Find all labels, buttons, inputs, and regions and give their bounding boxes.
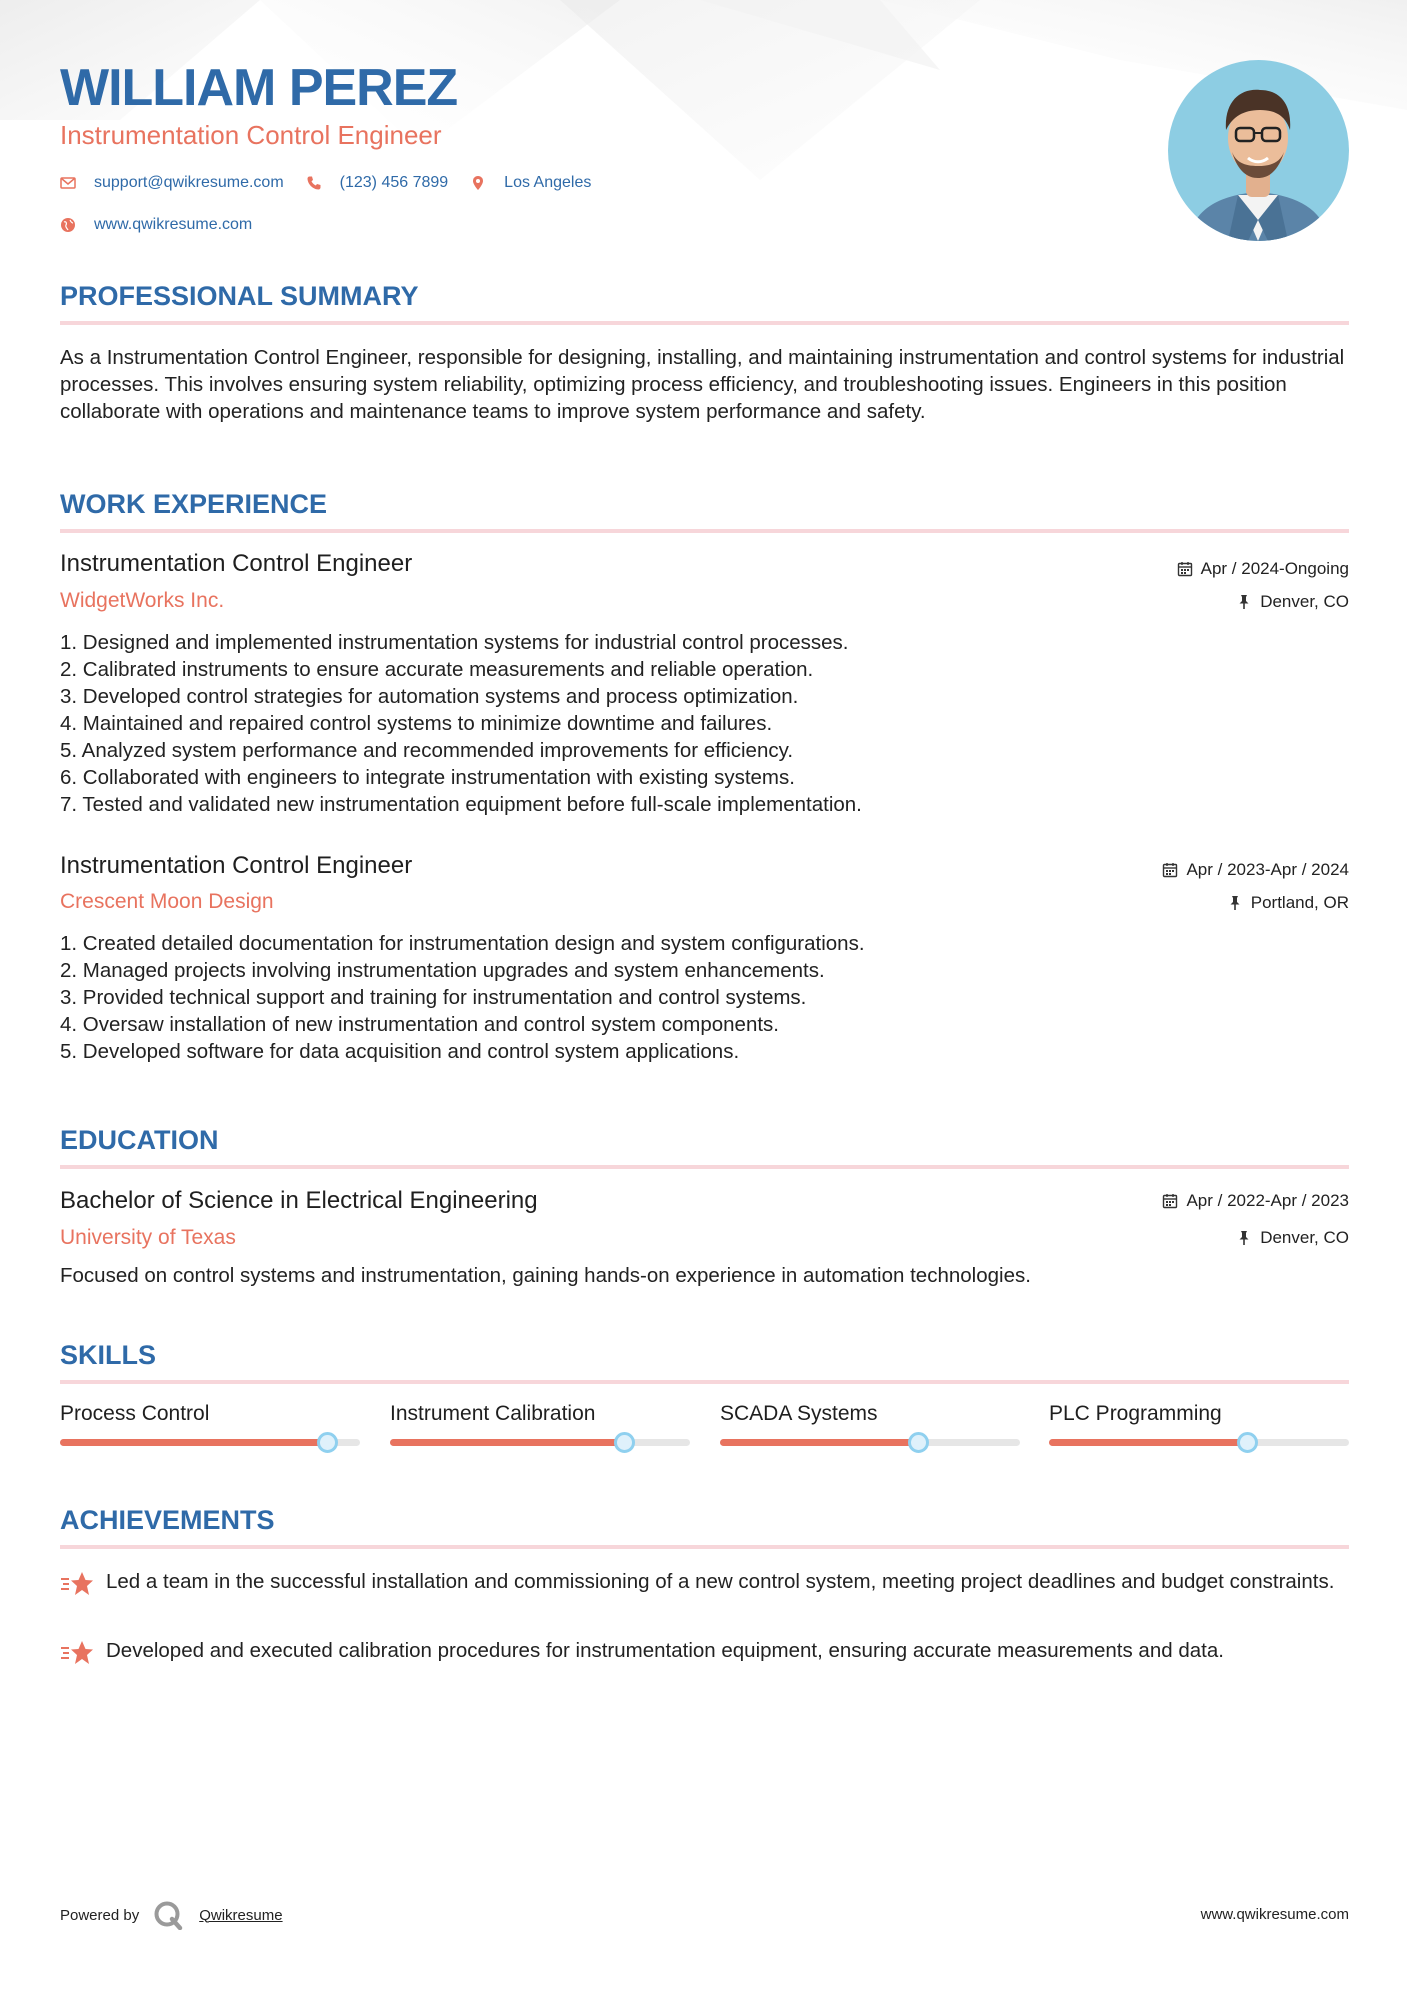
list-item: 5. Developed software for data acquisition and control system applications. <box>60 1040 740 1063</box>
skill-name: Instrument Calibration <box>390 1402 596 1425</box>
star-award-icon <box>60 1639 94 1667</box>
website-row <box>60 216 274 234</box>
location-text: Los Angeles <box>504 174 592 191</box>
list-item: 3. Developed control strategies for automation systems and process optimization. <box>60 685 799 708</box>
skills-divider <box>60 1380 1349 1384</box>
phone-text: (123) 456 7899 <box>339 174 449 191</box>
skill-bar <box>1049 1439 1349 1446</box>
skills-heading: SKILLS <box>60 1340 157 1370</box>
job-dates <box>1177 559 1349 579</box>
website-text: www.qwikresume.com <box>94 216 253 233</box>
summary-heading: PROFESSIONAL SUMMARY <box>60 281 419 311</box>
achievements-divider <box>60 1545 1349 1549</box>
pushpin-icon <box>1227 895 1243 911</box>
candidate-name: WILLIAM PEREZ <box>60 59 458 117</box>
experience-heading: WORK EXPERIENCE <box>60 489 328 519</box>
skill-bar-handle <box>317 1432 338 1453</box>
achievement-item <box>60 1637 1349 1667</box>
qwikresume-link[interactable]: Qwikresume <box>199 1906 283 1924</box>
skill-item <box>1049 1402 1349 1426</box>
education-divider <box>60 1165 1349 1169</box>
calendar-icon <box>1177 561 1193 577</box>
contact-location <box>470 174 591 192</box>
star-award-icon <box>60 1570 94 1598</box>
achievement-item <box>60 1568 1349 1598</box>
envelope-icon <box>60 175 76 191</box>
education-location-text: Denver, CO <box>1260 1228 1349 1247</box>
skill-item <box>390 1402 690 1426</box>
email-text: support@qwikresume.com <box>94 174 284 191</box>
contact-phone[interactable] <box>306 174 449 192</box>
list-item: 2. Calibrated instruments to ensure accurate measurements and reliable operation. <box>60 658 814 681</box>
list-item: 6. Collaborated with engineers to integrate instrumentation with existing systems. <box>60 766 795 789</box>
summary-divider <box>60 321 1349 325</box>
job-dates-text: Apr / 2023-Apr / 2024 <box>1186 860 1349 879</box>
skill-item <box>60 1402 360 1426</box>
skill-name: SCADA Systems <box>720 1402 878 1425</box>
job-bullets <box>60 930 865 1065</box>
pushpin-icon <box>1236 594 1252 610</box>
list-item: 3. Provided technical support and training for instrumentation and control systems. <box>60 986 807 1009</box>
achievements-heading: ACHIEVEMENTS <box>60 1505 275 1535</box>
job-location-text: Denver, CO <box>1260 592 1349 611</box>
job-bullets <box>60 629 862 818</box>
globe-icon <box>60 217 76 233</box>
contact-row <box>60 174 613 192</box>
skill-bar-handle <box>614 1432 635 1453</box>
job-location <box>1227 893 1349 913</box>
skill-bar-handle <box>1237 1432 1258 1453</box>
calendar-icon <box>1162 1193 1178 1209</box>
skill-bar-fill <box>720 1439 918 1446</box>
footer-powered-by <box>60 1900 283 1930</box>
list-item: 2. Managed projects involving instrumentation upgrades and system enhancements. <box>60 959 825 982</box>
education-dates-text: Apr / 2022-Apr / 2023 <box>1186 1191 1349 1210</box>
job-location <box>1236 592 1349 612</box>
powered-by-label: Powered by <box>60 1906 140 1924</box>
job-location-text: Portland, OR <box>1250 893 1349 912</box>
skill-name: PLC Programming <box>1049 1402 1222 1425</box>
skill-bar <box>60 1439 360 1446</box>
skill-bar-fill <box>60 1439 327 1446</box>
skill-bar <box>720 1439 1020 1446</box>
contact-email[interactable] <box>60 174 284 192</box>
list-item: 1. Designed and implemented instrumentation systems for industrial control processes. <box>60 631 849 654</box>
map-pin-icon <box>470 175 486 191</box>
skill-bar-fill <box>1049 1439 1247 1446</box>
list-item: 1. Created detailed documentation for instrumentation design and system configurations. <box>60 932 865 955</box>
education-description: Focused on control systems and instrumentation, gaining hands-on experience in automation technologies. <box>60 1264 1031 1287</box>
list-item: 7. Tested and validated new instrumentation equipment before full-scale implementation. <box>60 793 862 816</box>
skill-bar <box>390 1439 690 1446</box>
achievement-text: Led a team in the successful installation and commissioning of a new control system, meeting project deadlines and budget constraints. <box>106 1570 1335 1593</box>
profile-photo <box>1168 60 1349 241</box>
footer-url[interactable]: www.qwikresume.com <box>1200 1906 1349 1923</box>
job-dates <box>1162 860 1349 880</box>
job-title: Instrumentation Control Engineer <box>60 852 413 879</box>
education-dates <box>1162 1191 1349 1211</box>
job-dates-text: Apr / 2024-Ongoing <box>1200 559 1349 578</box>
pushpin-icon <box>1236 1230 1252 1246</box>
summary-text: As a Instrumentation Control Engineer, responsible for designing, installing, and maintaining instrumentation and control systems for industrial processes. This involves ensuring system reliability, optimizing process efficiency, and troubleshooting issues. Engineers in this position collaborate with operations and maintenance teams to improve system performance and safety. <box>60 346 1345 423</box>
job-company: WidgetWorks Inc. <box>60 589 225 612</box>
skill-bar-fill <box>390 1439 624 1446</box>
contact-website[interactable] <box>60 216 252 234</box>
experience-divider <box>60 529 1349 533</box>
candidate-title: Instrumentation Control Engineer <box>60 120 442 150</box>
education-heading: EDUCATION <box>60 1125 219 1155</box>
skill-item <box>720 1402 1020 1426</box>
job-company: Crescent Moon Design <box>60 890 274 913</box>
school-name: University of Texas <box>60 1226 236 1249</box>
achievement-text: Developed and executed calibration procedures for instrumentation equipment, ensuring accurate measurements and data. <box>106 1639 1224 1662</box>
degree-title: Bachelor of Science in Electrical Engineering <box>60 1187 538 1214</box>
skill-name: Process Control <box>60 1402 210 1425</box>
skill-bar-handle <box>908 1432 929 1453</box>
phone-icon <box>306 175 322 191</box>
job-title: Instrumentation Control Engineer <box>60 550 413 577</box>
education-location <box>1236 1228 1349 1248</box>
list-item: 4. Maintained and repaired control systems to minimize downtime and failures. <box>60 712 773 735</box>
qwikresume-logo-icon <box>153 1900 183 1930</box>
list-item: 4. Oversaw installation of new instrumentation and control system components. <box>60 1013 779 1036</box>
list-item: 5. Analyzed system performance and recommended improvements for efficiency. <box>60 739 794 762</box>
calendar-icon <box>1162 862 1178 878</box>
